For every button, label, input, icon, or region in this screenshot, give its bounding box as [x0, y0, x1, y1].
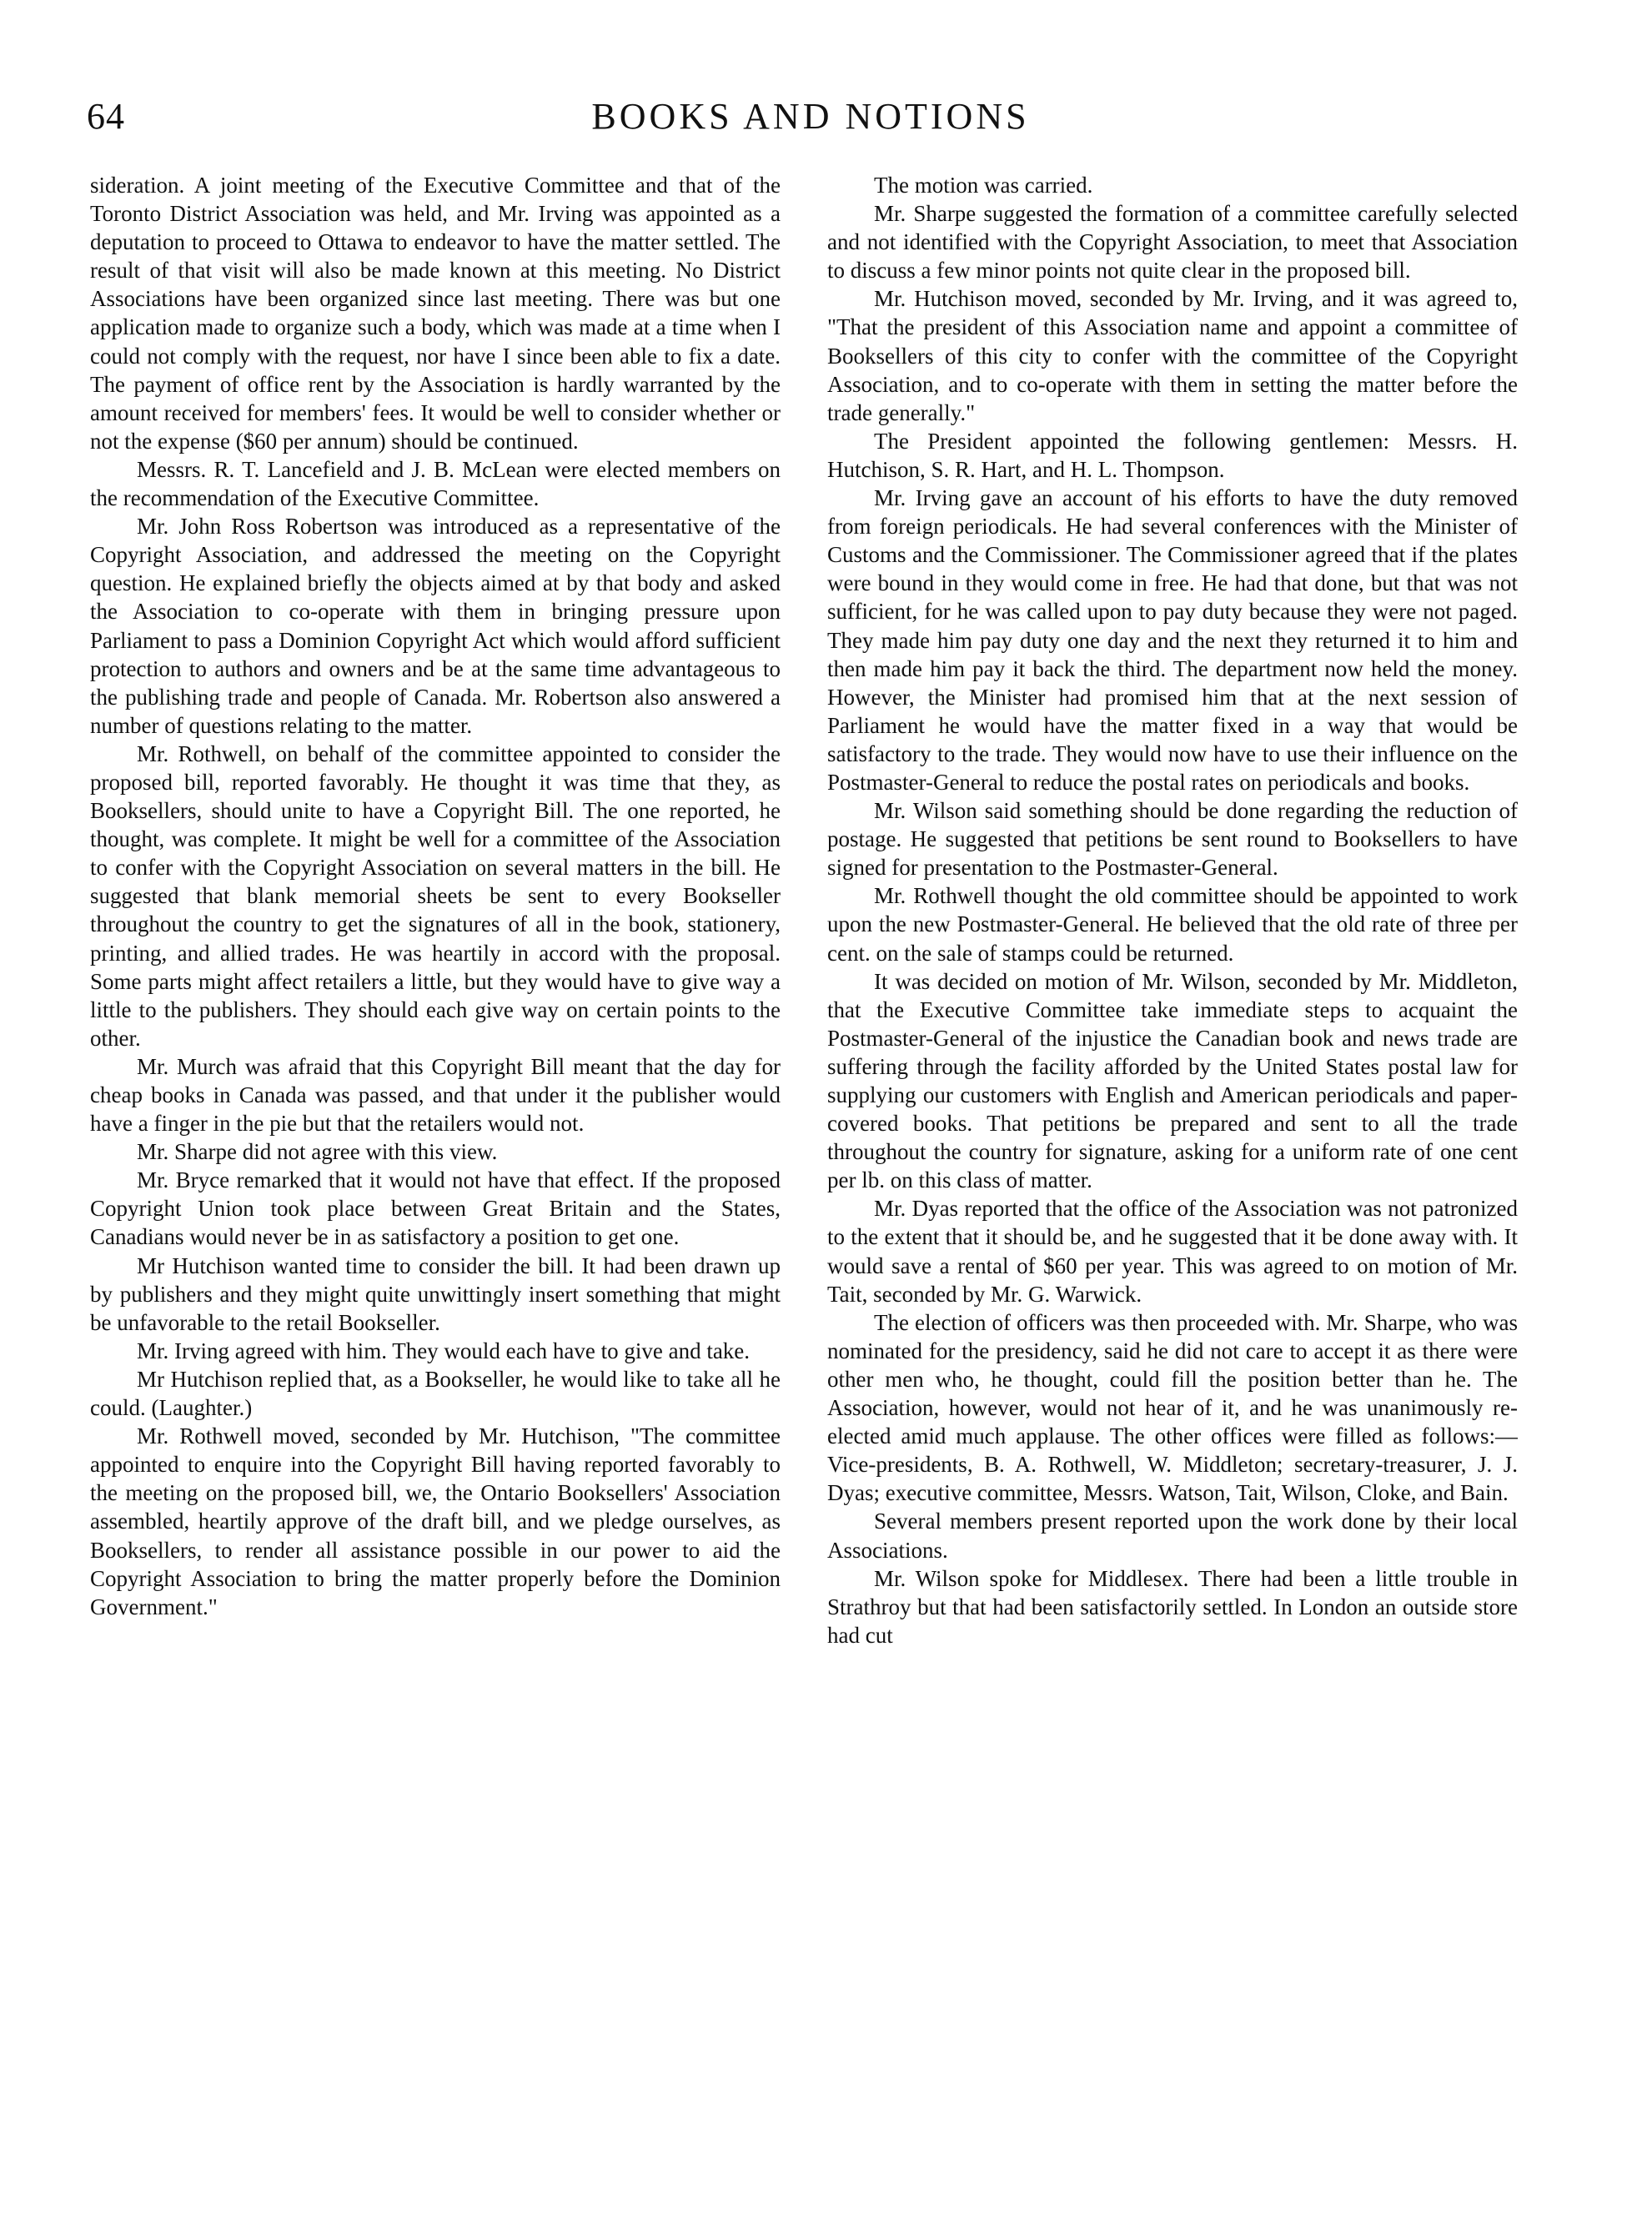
paragraph: The election of officers was then proceeded with. Mr. Sharpe, who was nominated for the presidency, said he did not care to accept it as there were other men who, he thought, could fill the position better than he. The Association, however, would not hear of it, and he was unanimously re-elected amid much applause. The other offices were filled as follows:—Vice-presidents, B. A. Rothwell, W. Middleton; secretary-treasurer, J. J. Dyas; executive committee, Messrs. Watson, Tait, Wilson, Cloke, and Bain.: [827, 1309, 1518, 1506]
right-column: [827, 171, 1518, 2206]
paragraph: Mr. Wilson spoke for Middlesex. There had been a little trouble in Strathroy but that had been satisfactorily settled. In London an outside store had cut: [827, 1565, 1518, 1648]
paragraph: Mr. Murch was afraid that this Copyright Bill meant that the day for cheap books in Canada was passed, and that under it the publisher would have a finger in the pie but that the retailers would not.: [90, 1053, 781, 1137]
running-head: BOOKS AND NOTIONS: [591, 96, 1030, 137]
paragraph: Mr. Sharpe did not agree with this view.: [137, 1139, 498, 1165]
paragraph: Mr. John Ross Robertson was introduced as a representative of the Copyright Association, and addressed the meeting on the Copyright question. He explained briefly the objects aimed at by that body and asked the Association to co-operate with them in bringing pressure upon Parliament to pass a Dominion Copyright Act which would afford sufficient protection to authors and owners and be at the same time advantageous to the publishing trade and people of Canada. Mr. Robertson also answered a number of questions relating to the matter.: [90, 514, 781, 738]
left-column: [90, 171, 781, 2206]
paragraph: Mr Hutchison replied that, as a Bookseller, he would like to take all he could. (Laughter.): [90, 1366, 781, 1421]
paragraph: sideration. A joint meeting of the Executive Committee and that of the Toronto District Association was held, and Mr. Irving was appointed as a deputation to proceed to Ottawa to endeavor to have the matter settled. The result of that visit will also be made known at this meeting. No District Associations have been organized since last meeting. There was but one application made to organize such a body, which was made at a time when I could not comply with the request, nor have I since been able to fix a date. The payment of office rent by the Association is hardly warranted by the amount received for members' fees. It would be well to consider whether or not the expense ($60 per annum) should be continued.: [90, 173, 781, 454]
paragraph: Mr. Hutchison moved, seconded by Mr. Irving, and it was agreed to, "That the president of this Association name and appoint a committee of Booksellers of this city to confer with the committee of the Copyright Association, and to co-operate with them in setting the matter before the trade generally.": [827, 286, 1518, 425]
paragraph: It was decided on motion of Mr. Wilson, seconded by Mr. Middleton, that the Executive Committee take immediate steps to acquaint the Postmaster-General of the injustice the Canadian book and news trade are suffering through the facility afforded by the United States postal law for supplying our customers with English and American periodicals and paper-covered books. That petitions be prepared and sent to all the trade throughout the country for signature, asking for a uniform rate of one cent per lb. on this class of matter.: [827, 968, 1518, 1193]
paragraph: Mr. Rothwell moved, seconded by Mr. Hutchison, "The committee appointed to enquire into the Copyright Bill having reported favorably to the meeting on the proposed bill, we, the Ontario Booksellers' Association assembled, heartily approve of the draft bill, and we pledge ourselves, as Booksellers, to render all assistance possible in our power to aid the Copyright Association to bring the matter properly before the Dominion Government.": [90, 1423, 781, 1619]
paragraph: Mr. Sharpe suggested the formation of a committee carefully selected and not identified with the Copyright Association, to meet that Association to discuss a few minor points not quite clear in the proposed bill.: [827, 201, 1518, 284]
paragraph: Mr. Bryce remarked that it would not have that effect. If the proposed Copyright Union took place between Great Britain and the States, Canadians would never be in as satisfactory a position to get one.: [90, 1167, 781, 1250]
paragraph: The motion was carried.: [874, 173, 1093, 198]
page-header: [87, 93, 1534, 152]
paragraph: Mr. Dyas reported that the office of the Association was not patronized to the extent that it should be, and he suggested that it be done away with. It would save a rental of $60 per year. This was agreed to on motion of Mr. Tait, seconded by Mr. G. Warwick.: [827, 1196, 1518, 1307]
paragraph: Several members present reported upon the work done by their local Associations.: [827, 1509, 1518, 1563]
paragraph: Mr. Irving gave an account of his efforts to have the duty removed from foreign periodicals. He had several conferences with the Minister of Customs and the Commissioner. The Commissioner agreed that if the plates were bound in they would come in free. He had that done, but that was not sufficient, for he was called upon to pay duty because they were not paged. They made him pay duty one day and the next they returned it to him and then made him pay it back the third. The department now held the money. However, the Minister had promised him that at the next session of Parliament he would have the matter fixed in a way that would be satisfactory to the trade. They would now have to use their influence on the Postmaster-General to reduce the postal rates on periodicals and books.: [827, 485, 1518, 795]
paragraph: Mr. Rothwell thought the old committee should be appointed to work upon the new Postmaster-General. He believed that the old rate of three per cent. on the sale of stamps could be returned.: [827, 883, 1518, 966]
paragraph: Mr. Wilson said something should be done regarding the reduction of postage. He suggested that petitions be sent round to Booksellers to have signed for presentation to the Postmaster-General.: [827, 798, 1518, 881]
paragraph: Messrs. R. T. Lancefield and J. B. McLean were elected members on the recommendation of the Executive Committee.: [90, 456, 781, 511]
paragraph: Mr. Rothwell, on behalf of the committee appointed to consider the proposed bill, reported favorably. He thought it was time that they, as Booksellers, should unite to have a Copyright Bill. The one reported, he thought, was complete. It might be well for a committee of the Association to confer with the Copyright Association on several matters in the bill. He suggested that blank memorial sheets be sent to every Bookseller throughout the country to get the signatures of all in the book, stationery, printing, and allied trades. He was heartily in accord with the proposal. Some parts might affect retailers a little, but they would have to give way a little to the publishers. They should each give way on certain points to the other.: [90, 740, 781, 1051]
paragraph: The President appointed the following gentlemen: Messrs. H. Hutchison, S. R. Hart, and H. L. Thompson.: [827, 428, 1518, 482]
page-number: 64: [87, 96, 125, 137]
paragraph: Mr. Irving agreed with him. They would each have to give and take.: [137, 1338, 751, 1363]
paragraph: Mr Hutchison wanted time to consider the bill. It had been drawn up by publishers and they might quite unwittingly insert something that might be unfavorable to the retail Bookseller.: [90, 1253, 781, 1335]
